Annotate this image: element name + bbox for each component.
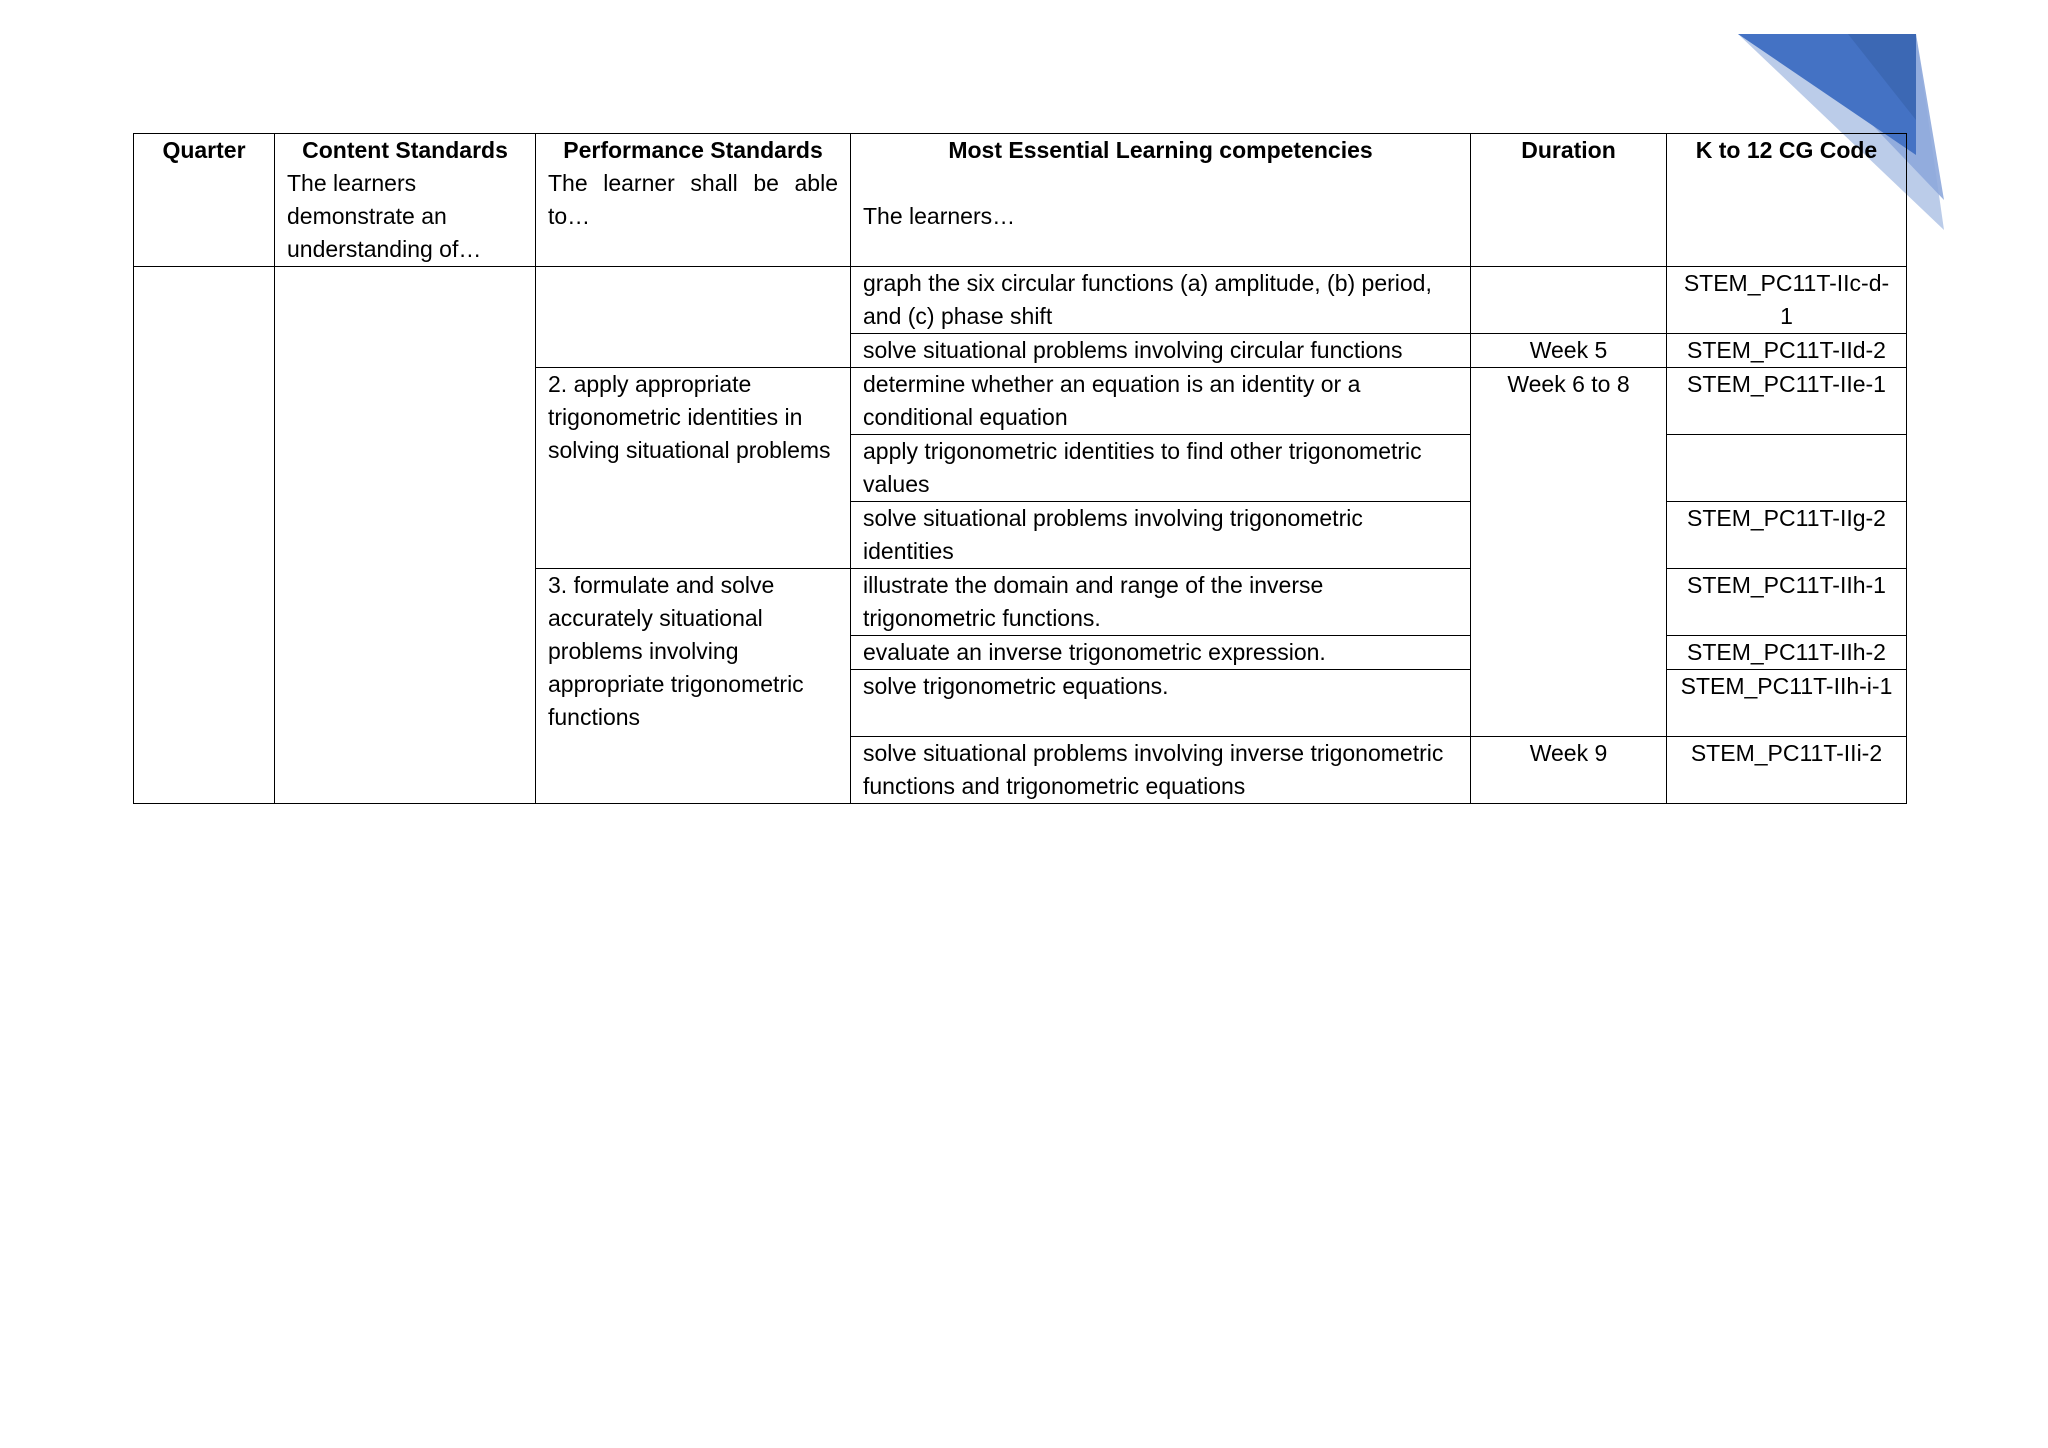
duration-cell xyxy=(1471,267,1667,334)
header-competencies: Most Essential Learning competencies The learners… xyxy=(851,134,1471,267)
competency-cell: illustrate the domain and range of the inverse trigonometric functions. xyxy=(851,569,1471,636)
code-cell: STEM_PC11T-IIh-1 xyxy=(1667,569,1907,636)
competency-cell: graph the six circular functions (a) amplitude, (b) period, and (c) phase shift xyxy=(851,267,1471,334)
duration-cell: Week 5 xyxy=(1471,334,1667,368)
quarter-cell xyxy=(134,267,275,804)
header-duration: Duration xyxy=(1471,134,1667,267)
competency-cell: solve situational problems involving inverse trigonometric functions and trigonometric equations xyxy=(851,737,1471,804)
table-row xyxy=(134,267,1907,334)
code-cell xyxy=(1667,435,1907,502)
code-cell: STEM_PC11T-IId-2 xyxy=(1667,334,1907,368)
code-cell: STEM_PC11T-IIc-d-1 xyxy=(1667,267,1907,334)
competency-cell: solve situational problems involving trigonometric identities xyxy=(851,502,1471,569)
content-standard-cell xyxy=(275,267,536,804)
duration-cell: Week 9 xyxy=(1471,737,1667,804)
competency-cell: solve trigonometric equations. xyxy=(851,670,1471,737)
melc-table xyxy=(133,133,1907,804)
performance-standard-cell xyxy=(536,267,851,368)
code-cell: STEM_PC11T-IIg-2 xyxy=(1667,502,1907,569)
code-cell: STEM_PC11T-IIe-1 xyxy=(1667,368,1907,435)
performance-standard-cell: 2. apply appropriate trigonometric identities in solving situational problems xyxy=(536,368,851,569)
table-header-row xyxy=(134,134,1907,267)
code-cell: STEM_PC11T-IIh-i-1 xyxy=(1667,670,1907,737)
competency-cell: evaluate an inverse trigonometric expression. xyxy=(851,636,1471,670)
competency-cell: solve situational problems involving circular functions xyxy=(851,334,1471,368)
code-cell: STEM_PC11T-IIi-2 xyxy=(1667,737,1907,804)
header-cg-code: K to 12 CG Code xyxy=(1667,134,1907,267)
page-number: 655 xyxy=(1968,58,2004,81)
code-cell: STEM_PC11T-IIh-2 xyxy=(1667,636,1907,670)
competency-cell: apply trigonometric identities to find other trigonometric values xyxy=(851,435,1471,502)
duration-cell: Week 6 to 8 xyxy=(1471,368,1667,737)
performance-standard-cell: 3. formulate and solve accurately situational problems involving appropriate trigonometric functions xyxy=(536,569,851,804)
header-performance-standards: Performance Standards The learner shall be able to… xyxy=(536,134,851,267)
header-quarter: Quarter xyxy=(134,134,275,267)
header-content-standards: Content Standards The learners demonstrate an understanding of… xyxy=(275,134,536,267)
competency-cell: determine whether an equation is an identity or a conditional equation xyxy=(851,368,1471,435)
